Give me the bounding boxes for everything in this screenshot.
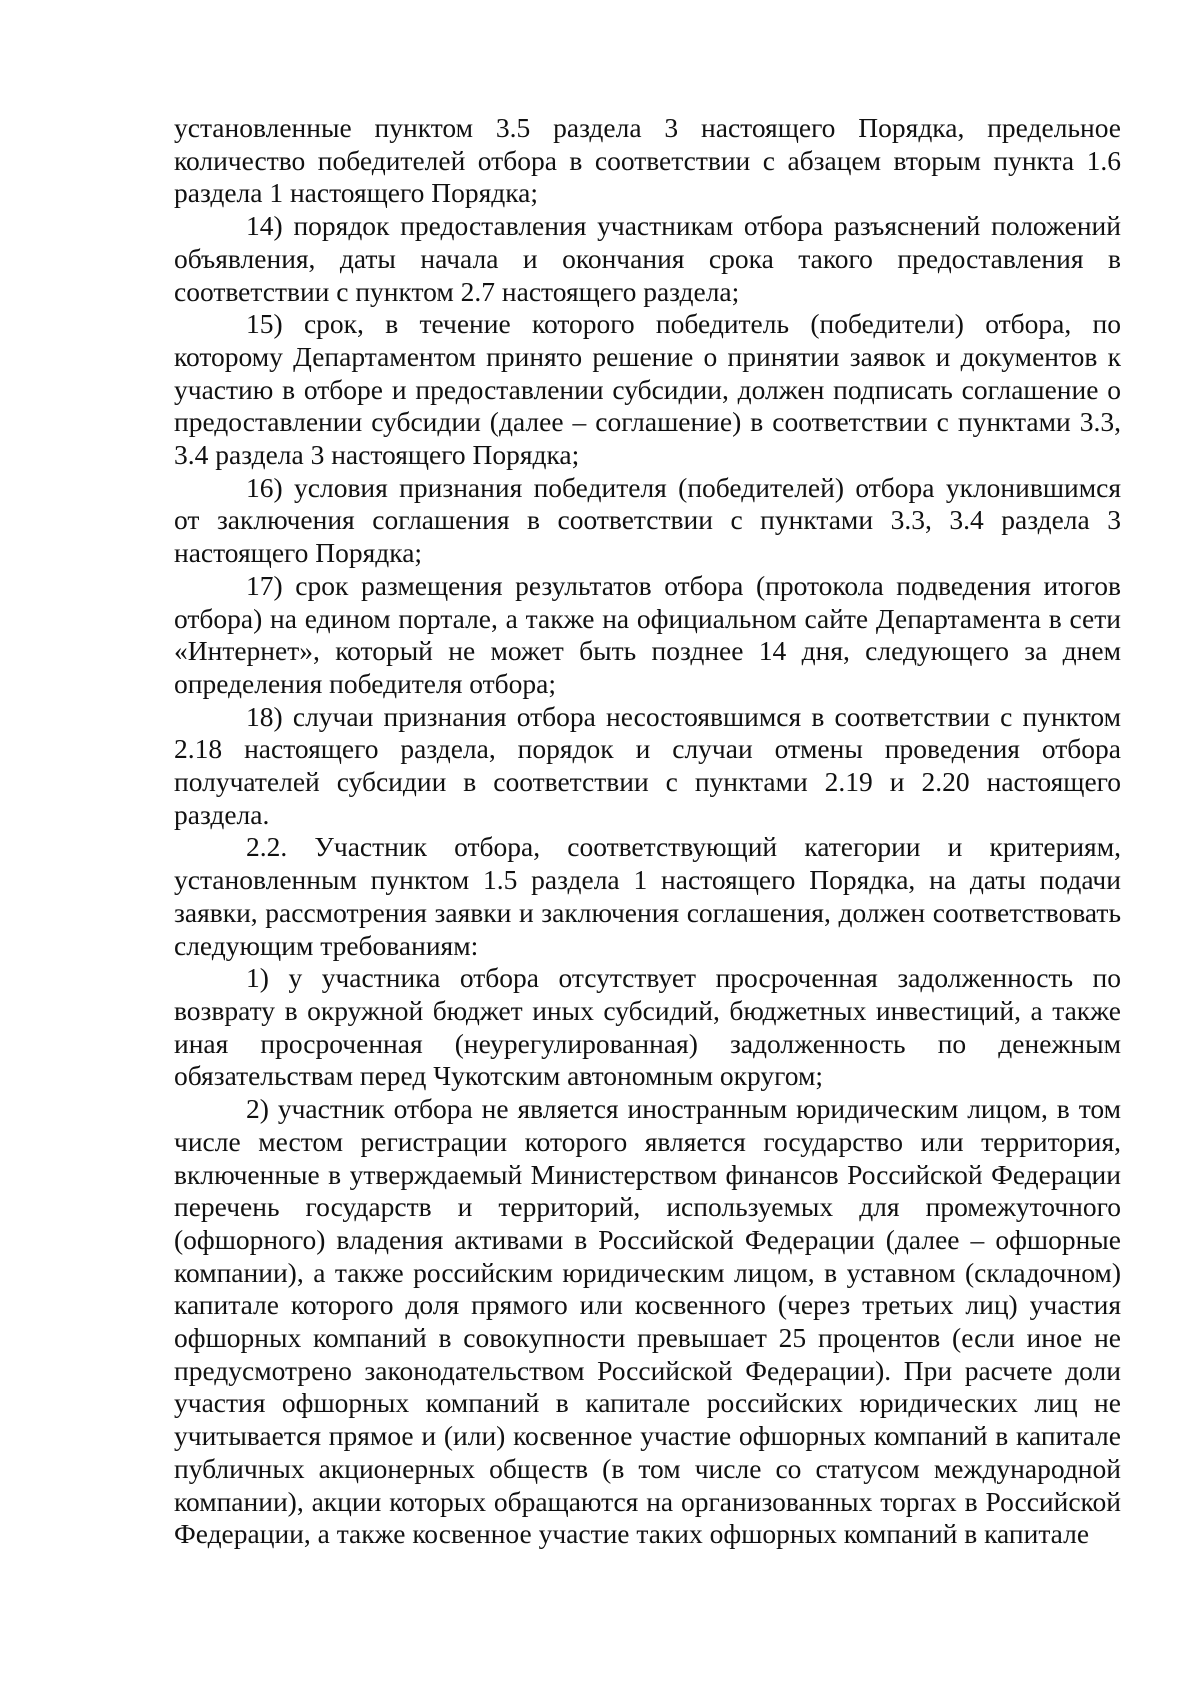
paragraph-item-18: 18) случаи признания отбора несостоявшимся в соответствии с пунктом 2.18 настоящего раздела, порядок и случаи отмены проведения отбора получателей субсидии в соответствии с пунктами 2.19 и 2.20 настоящего раздела. xyxy=(174,700,1121,830)
paragraph-requirement-2: 2) участник отбора не является иностранным юридическим лицом, в том числе местом регистрации которого является государство или территория, включенные в утверждаемый Министерством финансов Российской Федерации перечень государств и территорий, используемых для промежуточного (офшорного) владения активами в Российской Федерации (далее – офшорные компании), а также российским юридическим лицом, в уставном (складочном) капитале которого доля прямого или косвенного (через третьих лиц) участия офшорных компаний в совокупности превышает 25 процентов (если иное не предусмотрено законодательством Российской Федерации). При расчете доли участия офшорных компаний в капитале российских юридических лиц не учитывается прямое и (или) косвенное участие офшорных компаний в капитале публичных акционерных обществ (в том числе со статусом международной компании), акции которых обращаются на организованных торгах в Российской Федерации, а также косвенное участие таких офшорных компаний в капитале xyxy=(174,1093,1121,1550)
paragraph-section-2-2: 2.2. Участник отбора, соответствующий категории и критериям, установленным пунктом 1.5 раздела 1 настоящего Порядка, на даты подачи заявки, рассмотрения заявки и заключения соглашения, должен соответствовать следующим требованиям: xyxy=(174,831,1121,961)
paragraph-item-17: 17) срок размещения результатов отбора (протокола подведения итогов отбора) на едином портале, а также на официальном сайте Департамента в сети «Интернет», который не может быть позднее 14 дня, следующего за днем определения победителя отбора; xyxy=(174,569,1121,699)
paragraph-continuation: установленные пунктом 3.5 раздела 3 настоящего Порядка, предельное количество победителей отбора в соответствии с абзацем вторым пункта 1.6 раздела 1 настоящего Порядка; xyxy=(174,112,1121,209)
paragraph-item-14: 14) порядок предоставления участникам отбора разъяснений положений объявления, даты начала и окончания срока такого предоставления в соответствии с пунктом 2.7 настоящего раздела; xyxy=(174,210,1121,307)
document-page xyxy=(174,112,1121,1551)
paragraph-item-15: 15) срок, в течение которого победитель (победители) отбора, по которому Департаментом принято решение о принятии заявок и документов к участию в отборе и предоставлении субсидии, должен подписать соглашение о предоставлении субсидии (далее – соглашение) в соответствии с пунктами 3.3, 3.4 раздела 3 настоящего Порядка; xyxy=(174,308,1121,471)
paragraph-item-16: 16) условия признания победителя (победителей) отбора уклонившимся от заключения соглашения в соответствии с пунктами 3.3, 3.4 раздела 3 настоящего Порядка; xyxy=(174,471,1121,569)
paragraph-requirement-1: 1) у участника отбора отсутствует просроченная задолженность по возврату в окружной бюджет иных субсидий, бюджетных инвестиций, а также иная просроченная (неурегулированная) задолженность по денежным обязательствам перед Чукотским автономным округом; xyxy=(174,962,1121,1092)
